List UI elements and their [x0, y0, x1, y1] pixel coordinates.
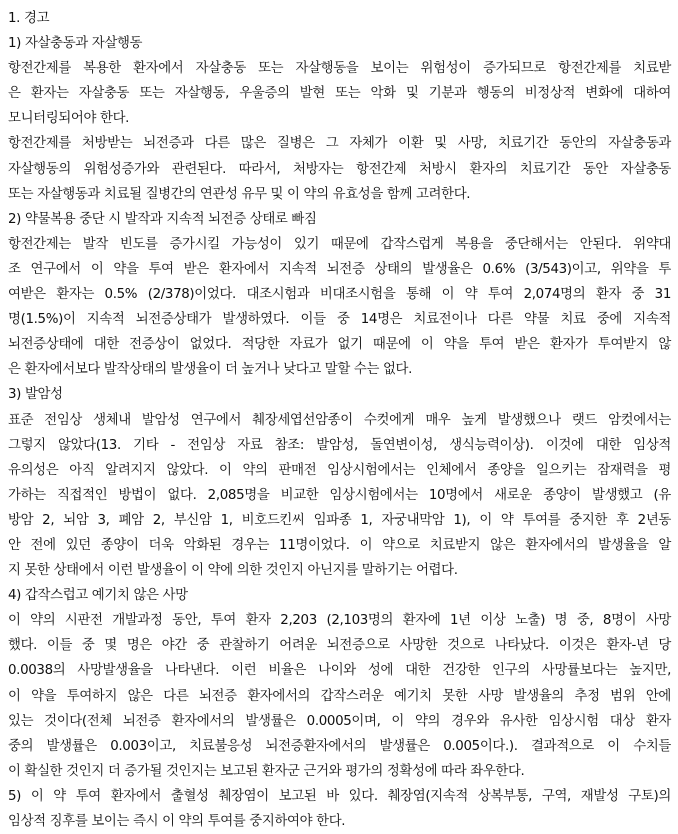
paragraph-line: 이 약을 투여하지 않은 다른 뇌전증 환자에서의 갑작스러운 예기치 못한 사망 발생율의 추정 범위 안에 — [8, 688, 671, 704]
paragraph-line: 지 못한 상태에서 이런 발생율이 이 약에 의한 것인지 아닌지를 말하기는 어렵다. — [8, 563, 458, 579]
paragraph-line: 표준 전임상 생체내 발암성 연구에서 췌장세엽선암종이 수컷에게 매우 높게 발생했으나 랫드 암컷에서는 — [8, 412, 671, 428]
paragraph-line: 했다. 이들 중 몇 명은 야간 중 관찰하기 어려운 뇌전증으로 사망한 것으로 나타났다. 이것은 환자-년 당 — [8, 638, 671, 654]
paragraph-line: 유의성은 아직 알려지지 않았다. 이 약의 판매전 임상시험에서는 인체에서 종양을 일으키는 잠재력을 평 — [8, 462, 671, 478]
subsection-heading-withdrawal: 2) 약물복용 중단 시 발작과 지속적 뇌전증 상태로 빠짐 — [8, 211, 317, 227]
paragraph-line: 또는 자살행동과 치료될 질병간의 연관성 유무 및 이 약의 유효성을 함께 고려한다. — [8, 186, 471, 202]
paragraph-line: 가하는 직접적인 방법이 없다. 2,085명을 비교한 임상시험에서는 10명에서 새로운 종양이 발생했고 (유 — [8, 487, 671, 503]
paragraph-line: 은 환자는 자살충동 또는 자살행동, 우울증의 발현 또는 악화 및 기분과 행동의 비정상적 변화에 대하여 — [8, 86, 671, 102]
paragraph-line: 은 환자에서보다 발작상태의 발생율이 더 높거나 낮다고 말할 수는 없다. — [8, 362, 413, 378]
paragraph-line: 이 약의 시판전 개발과정 동안, 투여 환자 2,203 (2,103명의 환자에 1년 이상 노출) 명 중, 8명이 사망 — [8, 613, 671, 629]
paragraph-line: 자살행동의 위험성증가와 관련된다. 따라서, 처방자는 항전간제 처방시 환자의 치료기간 동안 자살충동 — [8, 161, 671, 177]
paragraph-line: 조 연구에서 이 약을 투여 받은 환자에서 지속적 뇌전증 상태의 발생율은 0.6% (3/543)이고, 위약을 투 — [8, 261, 671, 277]
subsection-heading-sudden-death: 4) 갑작스럽고 예기치 않은 사망 — [8, 588, 188, 604]
paragraph-line: 그렇지 않았다(13. 기타 - 전임상 자료 참조: 발암성, 돌연변이성, 생식능력이상). 이것에 대한 임상적 — [8, 437, 671, 453]
paragraph-line: 중의 발생률은 0.003이고, 치료불응성 뇌전증환자에서의 발생률은 0.005이다.). 결과적으로 이 수치들 — [8, 738, 671, 754]
paragraph-line: 이 확실한 것인지 더 증가될 것인지는 보고된 환자군 근거와 평가의 정확성에 따라 좌우한다. — [8, 763, 525, 779]
paragraph-line: 임상적 징후를 보이는 즉시 이 약의 투여를 중지하여야 한다. — [8, 814, 346, 829]
paragraph-line: 있는 것이다(전체 뇌전증 환자에서의 발생률은 0.0005이며, 이 약의 경우와 유사한 임상시험 대상 환자 — [8, 713, 671, 729]
paragraph-line: 안 전에 있던 종양이 더욱 악화된 경우는 11명이었다. 이 약으로 치료받지 않은 환자에서의 발생율을 알 — [8, 537, 671, 553]
paragraph-line: 0.0038의 사망발생율을 나타낸다. 이런 비율은 나이와 성에 대한 건강한 인구의 사망률보다는 높지만, — [8, 663, 671, 679]
paragraph-line: 항전간제는 발작 빈도를 증가시킬 가능성이 있기 때문에 갑작스럽게 복용을 중단해서는 안된다. 위약대 — [8, 236, 671, 252]
paragraph-line: 모니터링되어야 한다. — [8, 111, 130, 127]
paragraph-line: 뇌전증상태에 대한 전증상이 없었다. 적당한 자료가 없기 때문에 이 약을 투여 받은 환자가 투여받지 않 — [8, 337, 671, 353]
section-heading-warning: 1. 경고 — [8, 11, 50, 26]
paragraph-line: 명(1.5%)이 지속적 뇌전증상태가 발생하였다. 이들 중 14명은 치료전이나 다른 약물 치료 중에 지속적 — [8, 312, 671, 328]
paragraph-line: 항전간제를 처방받는 뇌전증과 다른 많은 질병은 그 자체가 이환 및 사망, 치료기간 동안의 자살충동과 — [8, 136, 671, 152]
paragraph-line-pancreatitis: 5) 이 약 투여 환자에서 출혈성 췌장염이 보고된 바 있다. 췌장염(지속적 상복부통, 구역, 재발성 구토)의 — [8, 788, 671, 804]
subsection-heading-carcinogenicity: 3) 발암성 — [8, 387, 63, 403]
paragraph-line: 항전간제를 복용한 환자에서 자살충동 또는 자살행동을 보이는 위험성이 증가되므로 항전간제를 치료받 — [8, 61, 671, 77]
subsection-heading-suicide: 1) 자살충동과 자살행동 — [8, 36, 143, 52]
paragraph-line: 여받은 환자는 0.5% (2/378)이었다. 대조시험과 비대조시험을 통해 이 약 투여 2,074명의 환자 중 31 — [8, 287, 671, 303]
paragraph-line: 방암 2, 뇌암 3, 폐암 2, 부신암 1, 비호드킨씨 임파종 1, 자궁내막암 1), 이 약 투여를 중지한 후 2년동 — [8, 512, 671, 528]
